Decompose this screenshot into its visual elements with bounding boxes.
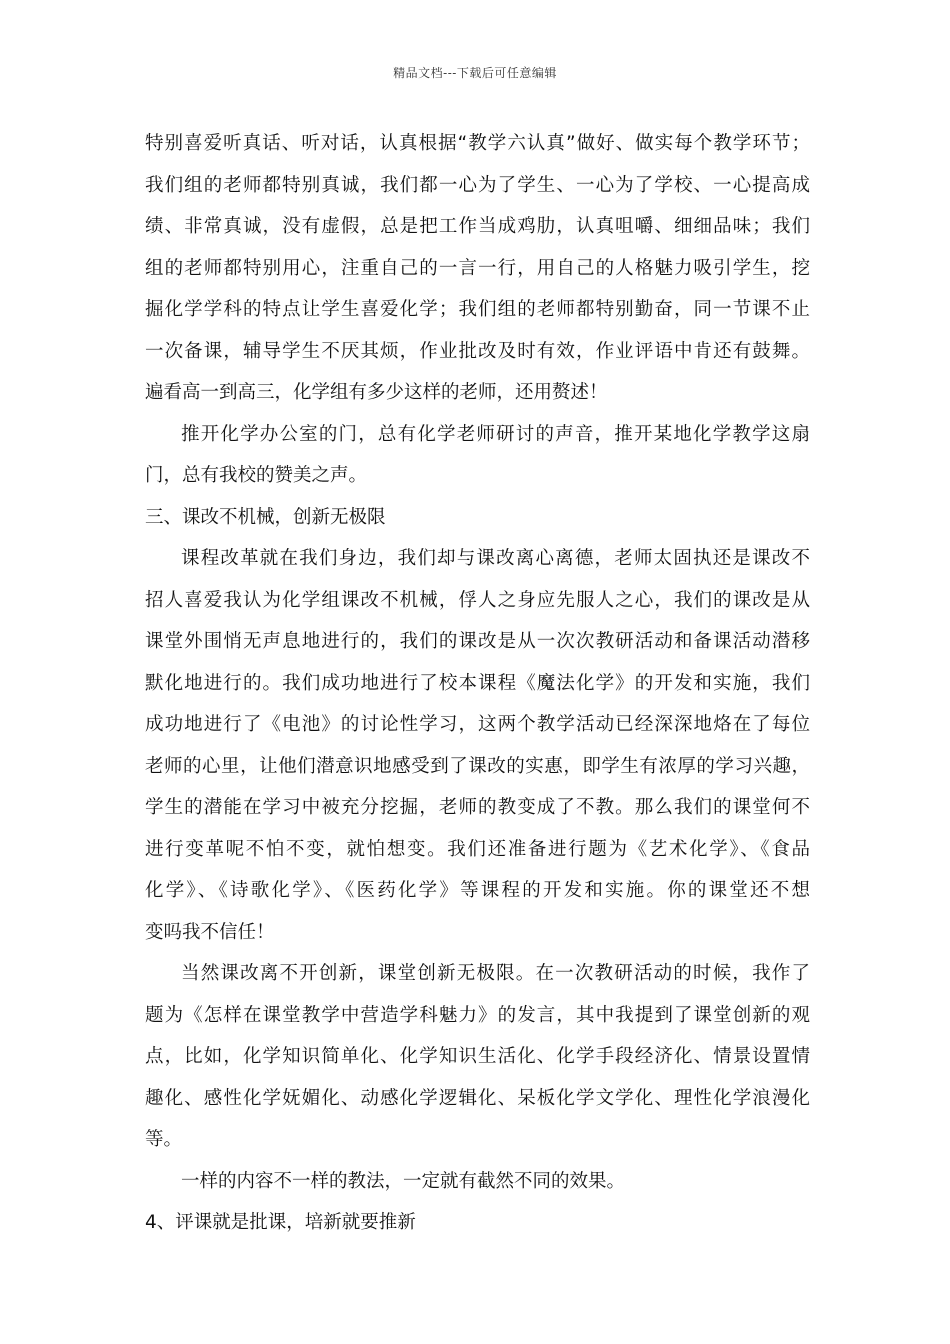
text-line: 课程改革就在我们身边，我们却与课改离心离德，老师太固执还是课改不	[181, 548, 810, 569]
text-line: 组的老师都特别用心，注重自己的一言一行，用自己的人格魅力吸引学生，挖	[145, 257, 810, 279]
text-line: 默化地进行的。我们成功地进行了校本课程《魔法化学》的开发和实施，我们	[145, 672, 810, 694]
page-header: 精品文档---下载后可任意编辑	[393, 66, 557, 80]
text-line: 变吗我不信任！	[145, 921, 275, 943]
document-body	[145, 123, 810, 1244]
text-line: 遍看高一到高三，化学组有多少这样的老师，还用赘述！	[145, 382, 608, 403]
text-line: 一次备课，辅导学生不厌其烦，作业批改及时有效，作业评语中肯还有鼓舞。	[145, 340, 810, 362]
text-line: 老师的心里，让他们潜意识地感受到了课改的实惠，即学生有浓厚的学习兴趣，	[145, 755, 810, 777]
text-line: 点，比如，化学知识简单化、化学知识生活化、化学手段经济化、情景设置情	[145, 1046, 810, 1067]
text-line: 课堂外围悄无声息地进行的，我们的课改是从一次次教研活动和备课活动潜移	[145, 631, 810, 652]
text-line: 等。	[145, 1129, 183, 1150]
text-line: 绩、非常真诚，没有虚假，总是把工作当成鸡肋，认真咀嚼、细细品味；我们	[145, 216, 810, 237]
text-line: 我们组的老师都特别真诚，我们都一心为了学生、一心为了学校、一心提高成	[145, 174, 810, 196]
text-line: 4、评课就是批课，培新就要推新	[145, 1212, 416, 1233]
text-line: 推开化学办公室的门，总有化学老师研讨的声音，推开某地化学教学这扇	[181, 423, 810, 445]
text-line: 趣化、感性化学妩媚化、动感化学逻辑化、呆板化学文学化、理性化学浪漫化	[145, 1087, 810, 1109]
text-line: 招人喜爱我认为化学组课改不机械，俘人之身应先服人之心，我们的课改是从	[145, 589, 810, 611]
text-line: 一样的内容不一样的教法，一定就有截然不同的效果。	[181, 1170, 626, 1192]
text-line: 进行变革呢不怕不变，就怕想变。我们还准备进行题为《艺术化学》、《食品	[145, 838, 810, 860]
text-line: 特别喜爱听真话、听对话，认真根据“教学六认真”做好、做实每个教学环节；	[145, 133, 810, 154]
text-line: 学生的潜能在学习中被充分挖掘，老师的教变成了不教。那么我们的课堂何不	[145, 797, 810, 818]
text-line: 三、课改不机械，创新无极限	[145, 506, 386, 528]
text-line: 当然课改离不开创新，课堂创新无极限。在一次教研活动的时候，我作了	[181, 963, 810, 984]
text-line: 化学》、《诗歌化学》、《医药化学》等课程的开发和实施。你的课堂还不想	[145, 880, 810, 901]
text-line: 门，总有我校的赞美之声。	[145, 465, 368, 486]
text-line: 掘化学学科的特点让学生喜爱化学；我们组的老师都特别勤奋，同一节课不止	[145, 299, 810, 320]
text-line: 题为《怎样在课堂教学中营造学科魅力》的发言，其中我提到了课堂创新的观	[145, 1004, 810, 1026]
text-line: 成功地进行了《电池》的讨论性学习，这两个教学活动已经深深地烙在了每位	[145, 714, 810, 735]
